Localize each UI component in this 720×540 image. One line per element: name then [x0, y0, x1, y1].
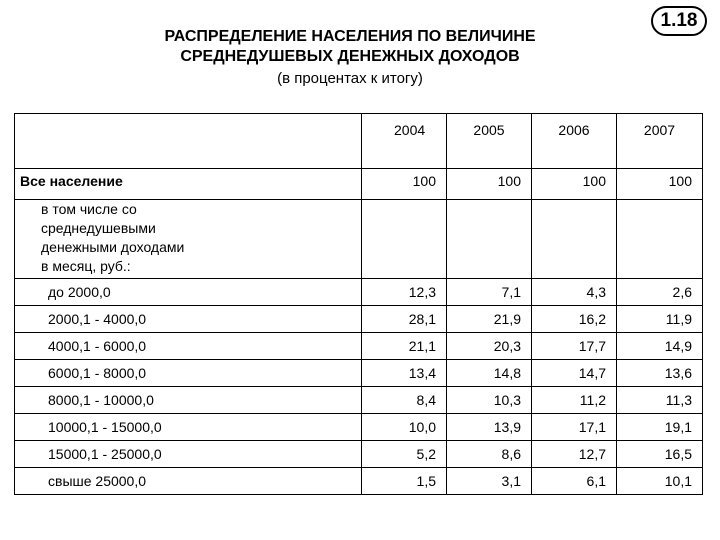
year-header: 2007 — [617, 114, 703, 169]
cell-value: 14,7 — [532, 360, 617, 387]
cell-value: 20,3 — [447, 333, 532, 360]
subheading-row — [15, 200, 703, 279]
table-row — [15, 414, 703, 441]
cell-value: 100 — [362, 169, 447, 200]
subheading-line: денежными доходами — [41, 239, 185, 255]
cell-value: 100 — [532, 169, 617, 200]
cell-value: 13,4 — [362, 360, 447, 387]
cell-value: 100 — [617, 169, 703, 200]
row-label: 10000,1 - 15000,0 — [15, 414, 362, 441]
row-label: до 2000,0 — [15, 279, 362, 306]
page-subtitle: (в процентах к итогу) — [277, 70, 423, 87]
income-distribution-table — [14, 113, 703, 495]
slide-number-badge: 1.18 — [651, 6, 707, 36]
subheading-label — [15, 200, 362, 279]
table-row — [15, 441, 703, 468]
subheading-line: в месяц, руб.: — [41, 258, 131, 274]
cell-value: 16,2 — [532, 306, 617, 333]
cell-value: 10,1 — [617, 468, 703, 495]
page-title-line1: РАСПРЕДЕЛЕНИЕ НАСЕЛЕНИЯ ПО ВЕЛИЧИНЕ — [164, 28, 536, 45]
empty-cell — [532, 200, 617, 279]
header-row — [15, 114, 703, 169]
cell-value: 28,1 — [362, 306, 447, 333]
empty-cell — [447, 200, 532, 279]
cell-value: 13,9 — [447, 414, 532, 441]
cell-value: 17,7 — [532, 333, 617, 360]
row-label: свыше 25000,0 — [15, 468, 362, 495]
cell-value: 21,1 — [362, 333, 447, 360]
table-row — [15, 468, 703, 495]
year-header: 2004 — [362, 114, 447, 169]
cell-value: 11,2 — [532, 387, 617, 414]
subheading-line: среднедушевыми — [41, 220, 156, 236]
cell-value: 1,5 — [362, 468, 447, 495]
cell-value: 7,1 — [447, 279, 532, 306]
cell-value: 13,6 — [617, 360, 703, 387]
cell-value: 19,1 — [617, 414, 703, 441]
cell-value: 8,4 — [362, 387, 447, 414]
row-label: 15000,1 - 25000,0 — [15, 441, 362, 468]
row-label: Все население — [15, 169, 362, 200]
year-header: 2006 — [532, 114, 617, 169]
cell-value: 14,9 — [617, 333, 703, 360]
total-row — [15, 169, 703, 200]
subheading-line: в том числе со — [41, 201, 137, 217]
cell-value: 10,3 — [447, 387, 532, 414]
row-label: 6000,1 - 8000,0 — [15, 360, 362, 387]
cell-value: 16,5 — [617, 441, 703, 468]
cell-value: 5,2 — [362, 441, 447, 468]
cell-value: 17,1 — [532, 414, 617, 441]
empty-cell — [362, 200, 447, 279]
cell-value: 3,1 — [447, 468, 532, 495]
cell-value: 12,3 — [362, 279, 447, 306]
table-row — [15, 279, 703, 306]
cell-value: 100 — [447, 169, 532, 200]
cell-value: 11,9 — [617, 306, 703, 333]
cell-value: 14,8 — [447, 360, 532, 387]
header-corner-cell — [15, 114, 362, 169]
table-row — [15, 306, 703, 333]
cell-value: 10,0 — [362, 414, 447, 441]
cell-value: 2,6 — [617, 279, 703, 306]
cell-value: 8,6 — [447, 441, 532, 468]
cell-value: 12,7 — [532, 441, 617, 468]
cell-value: 4,3 — [532, 279, 617, 306]
year-header: 2005 — [447, 114, 532, 169]
row-label: 8000,1 - 10000,0 — [15, 387, 362, 414]
table-row — [15, 387, 703, 414]
empty-cell — [617, 200, 703, 279]
page-title-line2: СРЕДНЕДУШЕВЫХ ДЕНЕЖНЫХ ДОХОДОВ — [180, 48, 520, 65]
row-label: 4000,1 - 6000,0 — [15, 333, 362, 360]
row-label: 2000,1 - 4000,0 — [15, 306, 362, 333]
table-row — [15, 360, 703, 387]
cell-value: 11,3 — [617, 387, 703, 414]
cell-value: 6,1 — [532, 468, 617, 495]
table-row — [15, 333, 703, 360]
cell-value: 21,9 — [447, 306, 532, 333]
